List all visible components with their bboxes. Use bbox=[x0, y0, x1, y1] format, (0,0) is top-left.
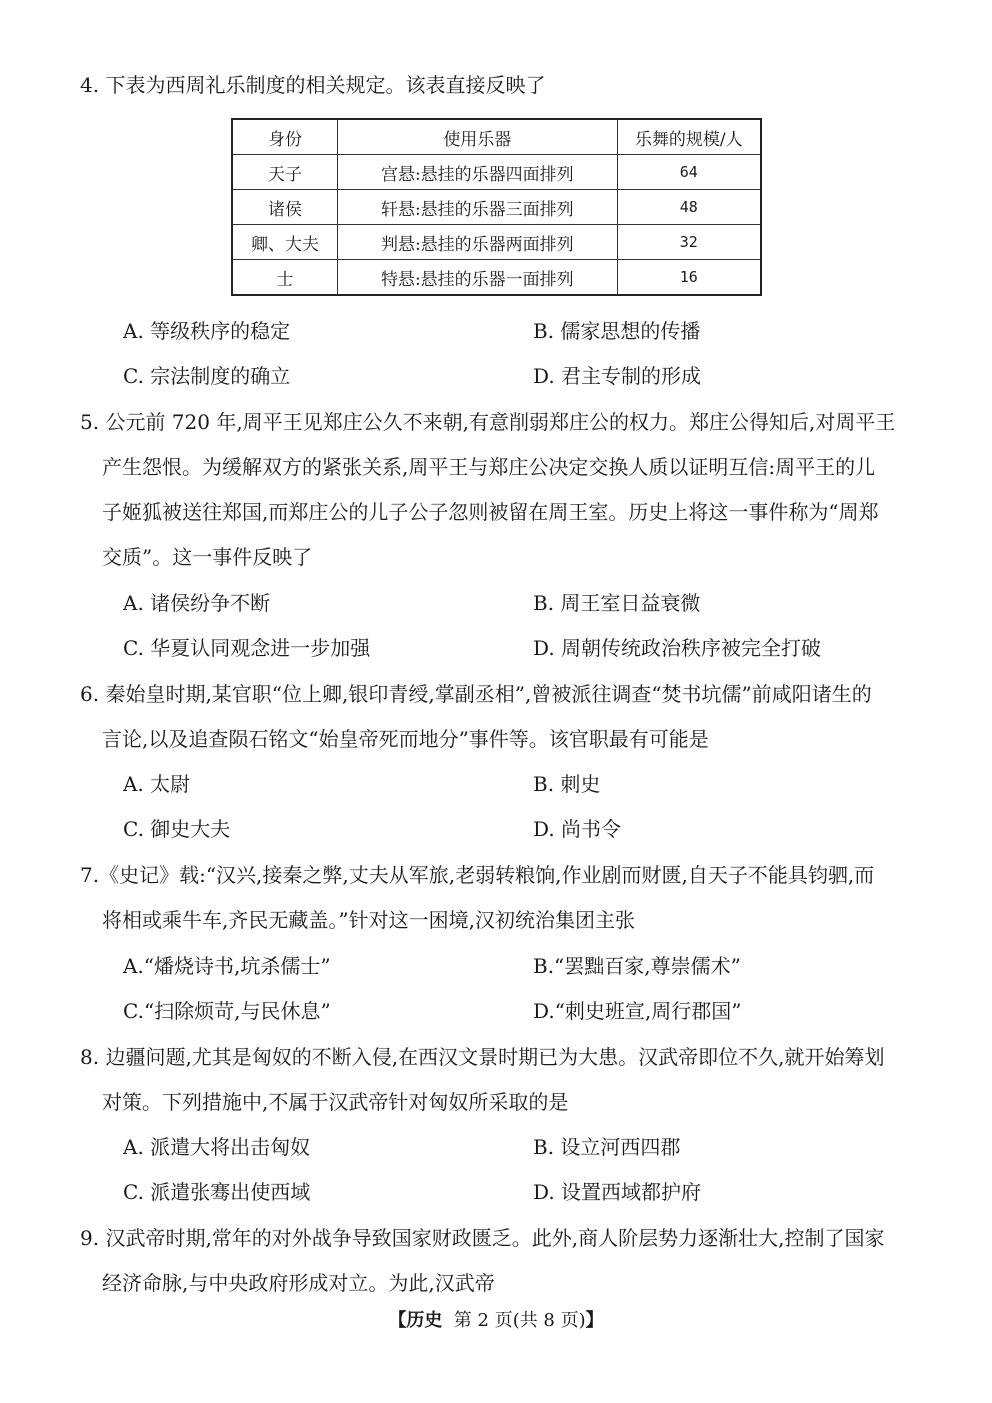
q5-line-3: 子姬狐被送往郑国,而郑庄公的儿子公子忽则被留在周王室。历史上将这一事件称为“周郑 bbox=[102, 500, 879, 524]
table-header: 乐舞的规模/人 bbox=[617, 119, 761, 155]
q8-line-1: 8. 边疆问题,尤其是匈奴的不断入侵,在西汉文景时期已为大患。汉武帝即位不久,就开始筹划 bbox=[80, 1045, 885, 1069]
q6-option-b: B. 刺史 bbox=[533, 772, 601, 796]
table-row bbox=[232, 260, 761, 296]
table-cell: 32 bbox=[617, 225, 761, 260]
table-header: 身份 bbox=[232, 119, 338, 155]
q7-line-1: 7.《史记》载:“汉兴,接秦之弊,丈夫从军旅,老弱转粮饷,作业剧而财匮,自天子不能具钧驷,而 bbox=[80, 863, 875, 887]
page-footer bbox=[0, 1309, 992, 1333]
q5-line-1: 5. 公元前 720 年,周平王见郑庄公久不来朝,有意削弱郑庄公的权力。郑庄公得知后,对周平王 bbox=[80, 410, 896, 434]
q7-line-2: 将相或乘牛车,齐民无藏盖。”针对这一困境,汉初统治集团主张 bbox=[102, 908, 635, 932]
q7-option-a: A.“燔烧诗书,坑杀儒士” bbox=[123, 954, 331, 978]
table-cell: 卿、大夫 bbox=[232, 225, 338, 260]
q4-option-d: D. 君主专制的形成 bbox=[533, 364, 702, 388]
q4-option-b: B. 儒家思想的传播 bbox=[533, 319, 701, 343]
table-cell: 特悬:悬挂的乐器一面排列 bbox=[338, 260, 618, 296]
q5-line-4: 交质”。这一事件反映了 bbox=[102, 545, 313, 569]
q5-option-c: C. 华夏认同观念进一步加强 bbox=[123, 636, 371, 660]
q8-option-c: C. 派遣张骞出使西域 bbox=[123, 1180, 311, 1204]
q8-line-2: 对策。下列措施中,不属于汉武帝针对匈奴所采取的是 bbox=[102, 1090, 569, 1114]
q7-option-b: B.“罢黜百家,尊崇儒术” bbox=[533, 954, 741, 978]
q4-option-a: A. 等级秩序的稳定 bbox=[123, 319, 291, 343]
footer-page-number: 第 2 页(共 8 页) bbox=[453, 1310, 586, 1331]
footer-left-bracket: 【 bbox=[388, 1310, 407, 1331]
q6-option-a: A. 太尉 bbox=[123, 772, 191, 796]
q4-stem: 4. 下表为西周礼乐制度的相关规定。该表直接反映了 bbox=[80, 73, 546, 97]
q8-option-d: D. 设置西域都护府 bbox=[533, 1180, 702, 1204]
table-cell: 轩悬:悬挂的乐器三面排列 bbox=[338, 190, 618, 225]
q5-line-2: 产生怨恨。为缓解双方的紧张关系,周平王与郑庄公决定交换人质以证明互信:周平王的儿 bbox=[102, 455, 876, 479]
q9-line-1: 9. 汉武帝时期,常年的对外战争导致国家财政匮乏。此外,商人阶层势力逐渐壮大,控制了国家 bbox=[80, 1226, 885, 1250]
table-cell: 诸侯 bbox=[232, 190, 338, 225]
footer-right-bracket: 】 bbox=[585, 1310, 604, 1331]
q9-line-2: 经济命脉,与中央政府形成对立。为此,汉武帝 bbox=[102, 1271, 495, 1295]
table-cell: 士 bbox=[232, 260, 338, 296]
q5-option-d: D. 周朝传统政治秩序被完全打破 bbox=[533, 636, 822, 660]
q6-option-c: C. 御史大夫 bbox=[123, 817, 231, 841]
q8-option-b: B. 设立河西四郡 bbox=[533, 1135, 681, 1159]
q6-option-d: D. 尚书令 bbox=[533, 817, 622, 841]
q6-line-1: 6. 秦始皇时期,某官职“位上卿,银印青绶,掌副丞相”,曾被派往调查“焚书坑儒”前咸阳诸生的 bbox=[80, 682, 872, 706]
table-cell: 64 bbox=[617, 155, 761, 190]
footer-subject: 历史 bbox=[406, 1310, 443, 1331]
q5-option-b: B. 周王室日益衰微 bbox=[533, 591, 701, 615]
q7-option-c: C.“扫除烦苛,与民休息” bbox=[123, 999, 331, 1023]
q7-option-d: D.“刺史班宣,周行郡国” bbox=[533, 999, 742, 1023]
q8-option-a: A. 派遣大将出击匈奴 bbox=[123, 1135, 311, 1159]
table-cell: 宫悬:悬挂的乐器四面排列 bbox=[338, 155, 618, 190]
q4-option-c: C. 宗法制度的确立 bbox=[123, 364, 291, 388]
table-row bbox=[232, 155, 761, 190]
q6-line-2: 言论,以及追查陨石铭文“始皇帝死而地分”事件等。该官职最有可能是 bbox=[102, 727, 709, 751]
q5-option-a: A. 诸侯纷争不断 bbox=[123, 591, 271, 615]
table-row bbox=[232, 225, 761, 260]
table-row bbox=[232, 190, 761, 225]
table-cell: 16 bbox=[617, 260, 761, 296]
ritual-music-table bbox=[231, 118, 762, 296]
table-cell: 天子 bbox=[232, 155, 338, 190]
table-header: 使用乐器 bbox=[338, 119, 618, 155]
table-cell: 48 bbox=[617, 190, 761, 225]
table-cell: 判悬:悬挂的乐器两面排列 bbox=[338, 225, 618, 260]
table-header-row bbox=[232, 119, 761, 155]
